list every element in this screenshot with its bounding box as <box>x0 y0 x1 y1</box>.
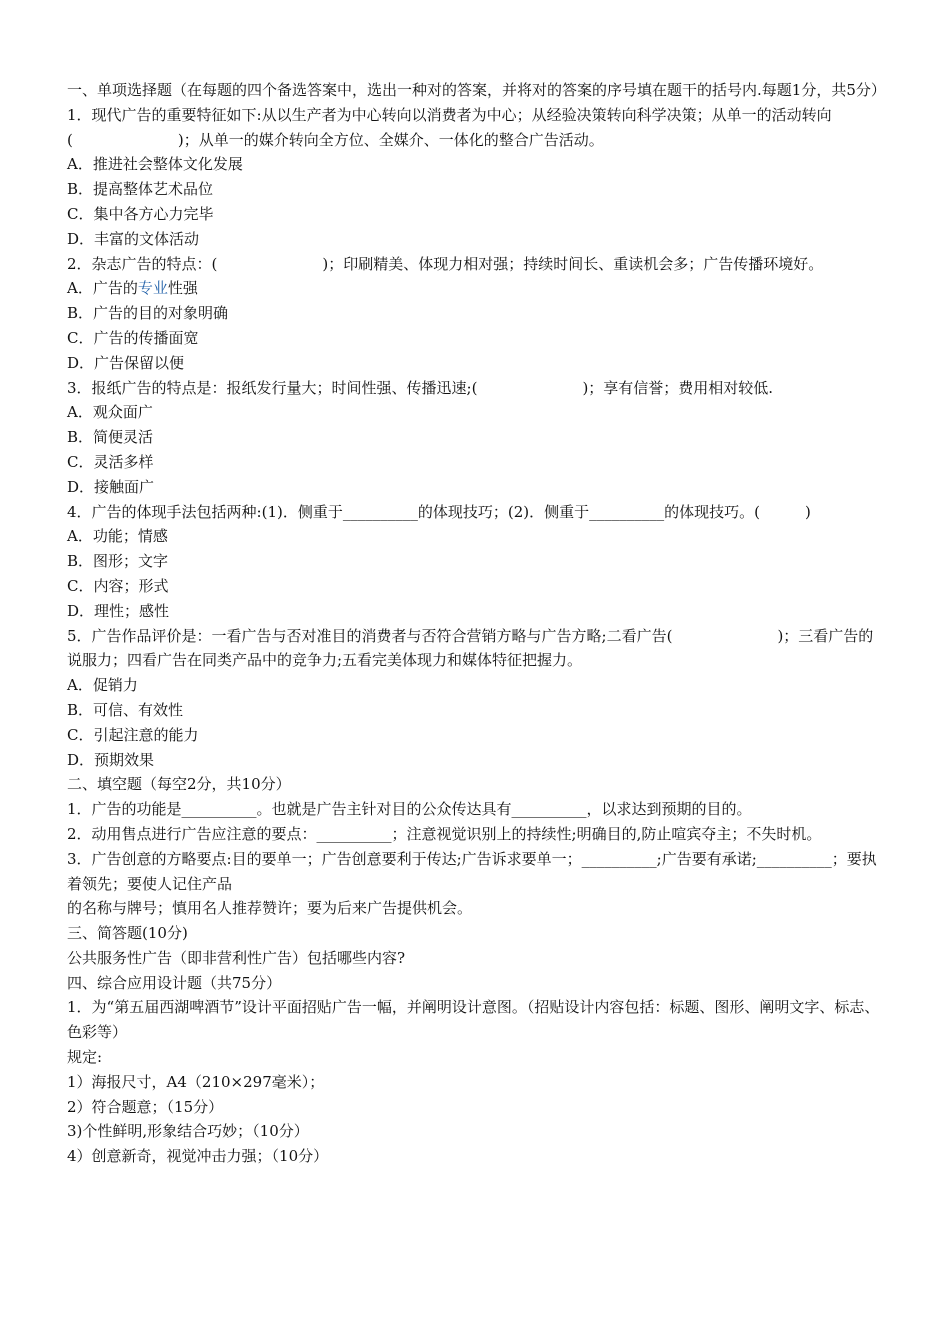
q1-stem: 1．现代广告的重要特征如下:从以生产者为中心转向以消费者为中心；从经验决策转向科学决策；从单一的活动转向( )；从单一的媒介转向全方位、全媒介、一体化的整合广告活动。 <box>67 105 832 149</box>
q5-option-b: B．可信、有效性 <box>67 700 184 719</box>
rule-item-4: 4）创意新奇，视觉冲击力强；（10分） <box>67 1147 329 1166</box>
q3-option-d: D．接触面广 <box>67 477 155 496</box>
fill-item-3-cont: 的名称与牌号；慎用名人推荐赞许；要为后来广告提供机会。 <box>67 899 473 918</box>
q4-option-d: D．理性；感性 <box>67 601 170 620</box>
design-question: 1．为“第五届西湖啤酒节”设计平面招贴广告一幅，并阐明设计意图。（招贴设计内容包括：标题、图形、阐明文字、标志、色彩等） <box>67 998 880 1042</box>
fill-item-2: 2．动用售点进行广告应注意的要点：__________；注意视觉识别上的持续性;明确目的,防止喧宾夺主；不失时机。 <box>67 824 822 843</box>
exam-document <box>67 78 887 1169</box>
q2-option-d: D．广告保留以便 <box>67 353 185 372</box>
q4-stem: 4．广告的体现手法包括两种:(1)．侧重于__________的体现技巧；(2)．侧重于__________的体现技巧。( ) <box>67 502 811 521</box>
q1-option-a: A．推进社会整体文化发展 <box>67 155 243 174</box>
q2-option-a-post: 性强 <box>167 279 198 298</box>
section3-header: 三、简答题(10分) <box>67 924 188 943</box>
rule-item-1: 1）海报尺寸，A4（210×297毫米）； <box>67 1072 325 1091</box>
section4-header: 四、综合应用设计题（共75分） <box>67 973 282 992</box>
section2-header: 二、填空题（每空2分，共10分） <box>67 775 291 794</box>
q2-option-a-pre: A．广告的 <box>67 279 138 298</box>
rules-label: 规定: <box>67 1048 103 1067</box>
q5-stem: 5．广告作品评价是：一看广告与否对准目的消费者与否符合营销方略与广告方略;二看广告( )；三看广告的说服力；四看广告在同类产品中的竞争力;五看完美体现力和媒体特征把握力。 <box>67 626 874 670</box>
q1-option-c: C．集中各方心力完毕 <box>67 204 214 223</box>
q4-option-b: B．图形；文字 <box>67 552 169 571</box>
q3-stem: 3．报纸广告的特点是：报纸发行量大；时间性强、传播迅速;( )；享有信誉；费用相对较低. <box>67 378 774 397</box>
q5-option-d: D．预期效果 <box>67 750 155 769</box>
fill-item-1: 1．广告的功能是__________。也就是广告主针对目的公众传达具有__________，以求达到预期的目的。 <box>67 800 752 819</box>
q5-option-a: A．促销力 <box>67 676 138 695</box>
q2-option-a <box>67 276 887 301</box>
q4-option-c: C．内容；形式 <box>67 576 169 595</box>
q5-option-c: C．引起注意的能力 <box>67 725 199 744</box>
fill-item-3: 3．广告创意的方略要点:目的要单一；广告创意要利于传达;广告诉求要单一；__________;广告要有承诺;__________；要执着领先；要使人记住产品 <box>67 849 877 893</box>
q3-option-c: C．灵活多样 <box>67 452 154 471</box>
q1-option-d: D．丰富的文体活动 <box>67 229 200 248</box>
short-answer-question: 公共服务性广告（即非营利性广告）包括哪些内容? <box>67 948 406 967</box>
rule-item-3: 3)个性鲜明,形象结合巧妙；（10分） <box>67 1122 309 1141</box>
q4-option-a: A．功能；情感 <box>67 527 168 546</box>
rule-item-2: 2）符合题意；（15分） <box>67 1097 224 1116</box>
q1-option-b: B．提高整体艺术品位 <box>67 180 214 199</box>
q2-stem: 2．杂志广告的特点：( )；印刷精美、体现力相对强；持续时间长、重读机会多；广告传播环境好。 <box>67 254 824 273</box>
section1-header: 一、单项选择题（在每题的四个备选答案中，选出一种对的答案，并将对的答案的序号填在题干的括号内.每题1分，共5分） <box>67 81 886 99</box>
keyword-link[interactable]: 专业 <box>137 279 168 298</box>
q2-option-c: C．广告的传播面宽 <box>67 328 199 347</box>
q3-option-a: A．观众面广 <box>67 403 153 422</box>
q3-option-b: B．简便灵活 <box>67 428 154 447</box>
q2-option-b: B．广告的目的对象明确 <box>67 304 229 323</box>
